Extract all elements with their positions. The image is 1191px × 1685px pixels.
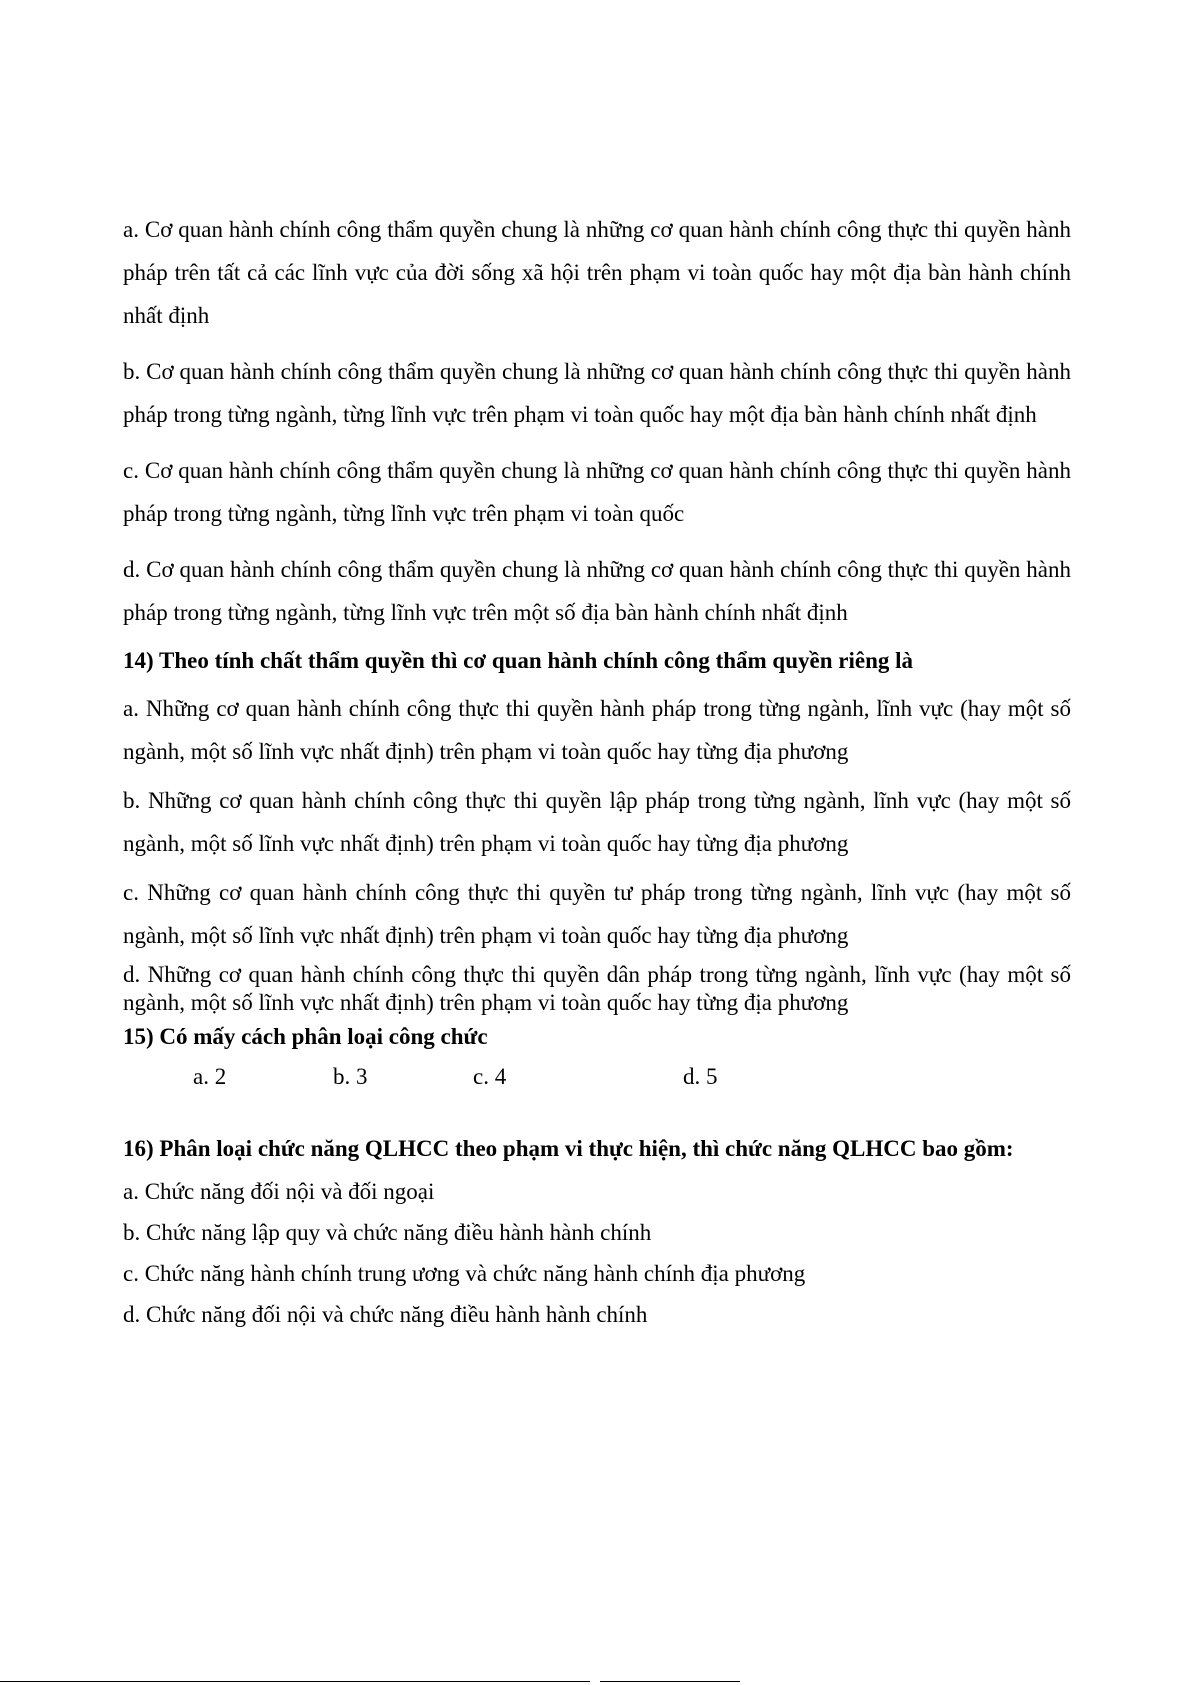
q16-option-b: b. Chức năng lập quy và chức năng điều hành hành chính [123, 1220, 652, 1245]
document-page [123, 208, 1071, 1335]
q15-options [123, 1057, 1071, 1097]
q14-question: 14) Theo tính chất thẩm quyền thì cơ quan hành chính công thẩm quyền riêng là [123, 648, 914, 673]
q13-option-a: a. Cơ quan hành chính công thẩm quyền chung là những cơ quan hành chính công thực thi quyền hành pháp trên tất cả các lĩnh vực của đời sống xã hội trên phạm vi toàn quốc hay một địa bàn hành chính nhất định [123, 217, 1071, 328]
q14-option-b: b. Những cơ quan hành chính công thực thi quyền lập pháp trong từng ngành, lĩnh vực (hay một số ngành, một số lĩnh vực nhất định) trên phạm vi toàn quốc hay từng địa phương [123, 788, 1071, 856]
q13-option-b: b. Cơ quan hành chính công thẩm quyền chung là những cơ quan hành chính công thực thi quyền hành pháp trong từng ngành, từng lĩnh vực trên phạm vi toàn quốc hay một địa bàn hành chính nhất định [123, 359, 1071, 427]
q15-question: 15) Có mấy cách phân loại công chức [123, 1024, 488, 1049]
q16-option-a: a. Chức năng đối nội và đối ngoại [123, 1179, 435, 1204]
q16-question: 16) Phân loại chức năng QLHCC theo phạm vi thực hiện, thì chức năng QLHCC bao gồm: [123, 1136, 1014, 1161]
q16-option-d: d. Chức năng đối nội và chức năng điều hành hành chính [123, 1302, 648, 1327]
q15-option-a: a. 2 [193, 1064, 227, 1089]
q15-option-b: b. 3 [333, 1064, 368, 1089]
q16-option-c: c. Chức năng hành chính trung ương và chức năng hành chính địa phương [123, 1261, 806, 1286]
q13-option-c: c. Cơ quan hành chính công thẩm quyền chung là những cơ quan hành chính công thực thi quyền hành pháp trong từng ngành, từng lĩnh vực trên phạm vi toàn quốc [123, 458, 1071, 526]
footer-divider [0, 1681, 590, 1682]
q15-option-d: d. 5 [683, 1064, 718, 1089]
q14-option-d: d. Những cơ quan hành chính công thực thi quyền dân pháp trong từng ngành, lĩnh vực (hay một số ngành, một số lĩnh vực nhất định) trên phạm vi toàn quốc hay từng địa phương [123, 962, 1071, 1015]
q15-option-c: c. 4 [473, 1064, 507, 1089]
q14-option-a: a. Những cơ quan hành chính công thực thi quyền hành pháp trong từng ngành, lĩnh vực (hay một số ngành, một số lĩnh vực nhất định) trên phạm vi toàn quốc hay từng địa phương [123, 696, 1071, 764]
q13-option-d: d. Cơ quan hành chính công thẩm quyền chung là những cơ quan hành chính công thực thi quyền hành pháp trong từng ngành, từng lĩnh vực trên một số địa bàn hành chính nhất định [123, 557, 1071, 625]
footer-divider-short [600, 1681, 740, 1682]
q14-option-c: c. Những cơ quan hành chính công thực thi quyền tư pháp trong từng ngành, lĩnh vực (hay một số ngành, một số lĩnh vực nhất định) trên phạm vi toàn quốc hay từng địa phương [123, 880, 1071, 948]
